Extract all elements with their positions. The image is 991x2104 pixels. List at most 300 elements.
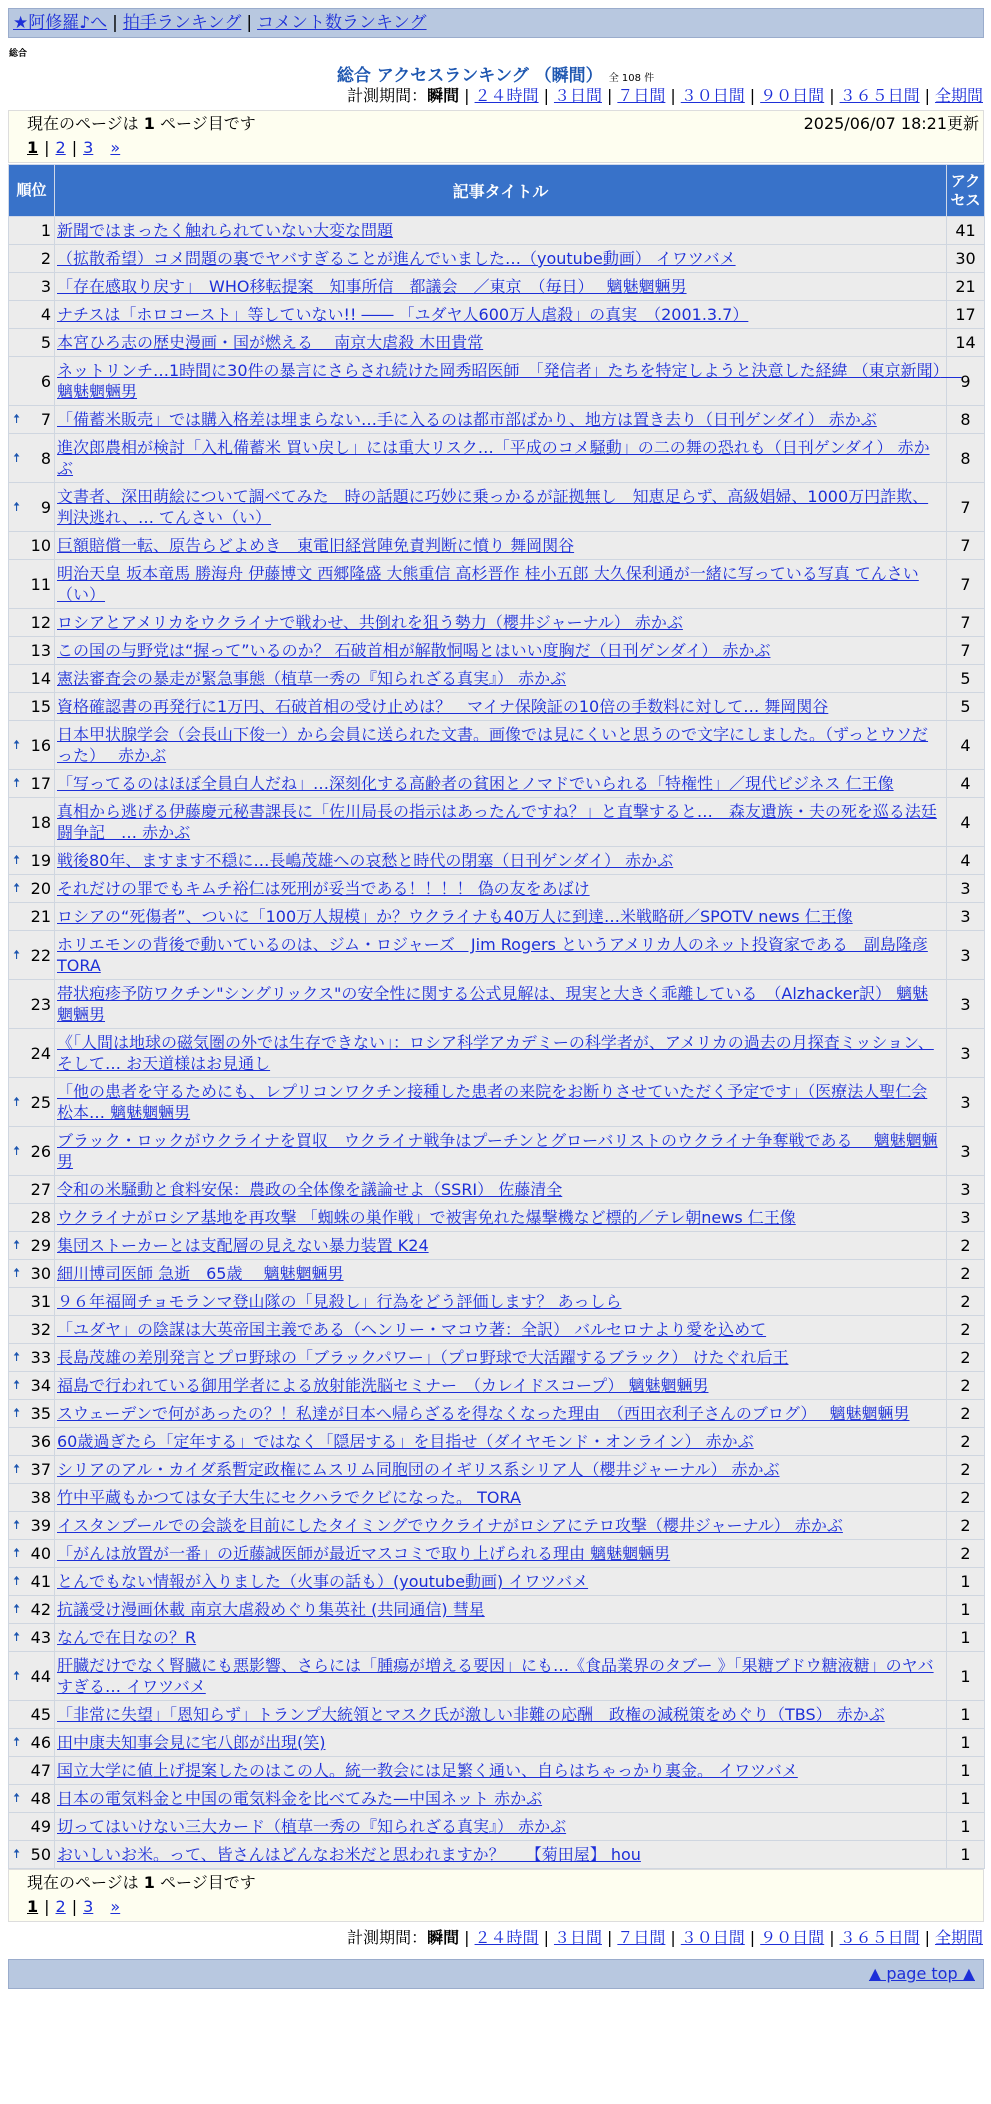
rank-number: 35 xyxy=(30,1404,51,1423)
table-row xyxy=(9,301,985,329)
footer-bar xyxy=(8,1959,984,1989)
title-cell xyxy=(55,1596,947,1624)
rank-up-arrow-icon: 🠅 xyxy=(13,1094,21,1110)
rank-number: 37 xyxy=(30,1460,51,1479)
access-count: 1 xyxy=(947,1729,985,1757)
article-title-link[interactable]: 本宮ひろ志の歴史漫画・国が燃える 南京大虐殺 木田貴常 xyxy=(57,333,484,352)
article-title-link[interactable]: 帯状疱疹予防ワクチン"シングリックス"の安全性に関する公式見解は、現実と大きく乖離している （Alzhacker訳） 魑魅魍魎男 xyxy=(57,984,929,1024)
rank-cell xyxy=(9,770,55,798)
rank-number: 50 xyxy=(30,1845,51,1864)
title-cell xyxy=(55,875,947,903)
access-count: 7 xyxy=(947,532,985,560)
article-title-link[interactable]: 「他の患者を守るためにも、レプリコンワクチン接種した患者の来院をお断りさせていただく予定です」（医療法人聖仁会松本… 魑魅魍魎男 xyxy=(57,1082,928,1122)
updated-date: 2025/06/07 18:21更新 xyxy=(803,114,979,133)
title-cell xyxy=(55,847,947,875)
rank-number: 12 xyxy=(30,613,51,632)
rank-number: 49 xyxy=(30,1817,51,1836)
table-row xyxy=(9,1428,985,1456)
access-count: 2 xyxy=(947,1316,985,1344)
rank-number: 17 xyxy=(30,774,51,793)
access-count: 1 xyxy=(947,1785,985,1813)
title-cell xyxy=(55,1288,947,1316)
rank-number: 10 xyxy=(30,536,51,555)
access-count: 3 xyxy=(947,980,985,1029)
rank-number: 30 xyxy=(30,1264,51,1283)
page-3-link[interactable]: 3 xyxy=(83,1897,94,1916)
rank-number: 33 xyxy=(30,1348,51,1367)
rank-number: 32 xyxy=(30,1320,51,1339)
table-row xyxy=(9,1372,985,1400)
period-current: 瞬間 xyxy=(427,1928,460,1947)
title-cell xyxy=(55,1456,947,1484)
rank-number: 44 xyxy=(30,1666,51,1686)
rank-up-arrow-icon: 🠅 xyxy=(13,1266,21,1281)
period-365d-link[interactable]: ３６５日間 xyxy=(839,1928,920,1947)
rank-number: 25 xyxy=(30,1092,51,1112)
rank-cell xyxy=(9,637,55,665)
rank-up-arrow-icon: 🠅 xyxy=(13,1546,21,1561)
rank-cell xyxy=(9,1232,55,1260)
table-row xyxy=(9,980,985,1029)
title-cell xyxy=(55,1372,947,1400)
page-title xyxy=(0,61,991,86)
rank-cell xyxy=(9,798,55,847)
access-count: 5 xyxy=(947,665,985,693)
article-title-link[interactable]: 日本甲状腺学会（会長山下俊一）から会員に送られた文書。画像では見にくいと思うので文字にしました。（ずっとウソだった） 赤かぶ xyxy=(57,725,929,765)
rank-up-arrow-icon: 🠅 xyxy=(13,881,21,896)
table-row xyxy=(9,1701,985,1729)
table-row xyxy=(9,1204,985,1232)
article-title-link[interactable]: ウクライナがロシア基地を再攻撃 「蜘蛛の巣作戦」で被害免れた爆撃機など標的／テレ朝news 仁王像 xyxy=(57,1208,796,1227)
rank-number: 4 xyxy=(40,305,51,324)
access-count: 30 xyxy=(947,245,985,273)
rank-number: 34 xyxy=(30,1376,51,1395)
rank-cell xyxy=(9,1757,55,1785)
period-selector-top: 計測期間：瞬間 | ２４時間 | ３日間 | ７日間 | ３０日間 | ９０日間 | ３６５日間 | 全期間 xyxy=(347,86,983,105)
article-title-link[interactable]: 国立大学に値上げ提案したのはこの人。統一教会には足繁く通い、自らはちゃっかり裏金。 イワツバメ xyxy=(57,1761,798,1780)
page-2-link[interactable]: 2 xyxy=(55,1897,66,1916)
ranking-table xyxy=(8,164,985,1869)
title-cell xyxy=(55,903,947,931)
access-count: 3 xyxy=(947,1029,985,1078)
article-title-link[interactable]: 巨額賠償一転、原告らどよめき 東電旧経営陣免責判断に憤り 舞岡関谷 xyxy=(57,536,575,555)
period-7d-link[interactable]: ７日間 xyxy=(617,1928,666,1947)
article-title-link[interactable]: 明治天皇 坂本竜馬 勝海舟 伊藤博文 西郷隆盛 大熊重信 高杉晋作 桂小五郎 大久保利通が一緒に写っている写真 てんさい（い） xyxy=(57,564,919,604)
article-title-link[interactable]: 文書者、深田萌絵について調べてみた 時の話題に巧妙に乗っかるが証拠無し 知恵足らず、高級娼婦、1000万円詐欺、判決逃れ、… てんさい（い） xyxy=(57,487,929,527)
rank-cell xyxy=(9,1029,55,1078)
rank-cell xyxy=(9,245,55,273)
rank-cell xyxy=(9,1652,55,1701)
table-row xyxy=(9,609,985,637)
rank-number: 24 xyxy=(30,1043,51,1063)
rank-cell xyxy=(9,1344,55,1372)
access-count: 3 xyxy=(947,903,985,931)
rank-cell xyxy=(9,1596,55,1624)
article-title-link[interactable]: おいしいお米。って、皆さんはどんなお米だと思われますか？ 【菊田屋】 hou xyxy=(57,1845,641,1864)
article-title-link[interactable]: 田中康夫知事会見に宅八郎が出現(笑) xyxy=(57,1733,326,1752)
rank-cell xyxy=(9,1729,55,1757)
rank-number: 23 xyxy=(30,994,51,1014)
pagination-top xyxy=(8,110,984,163)
period-90d-link[interactable]: ９０日間 xyxy=(760,1928,825,1947)
access-count: 4 xyxy=(947,847,985,875)
title-cell xyxy=(55,770,947,798)
page-1-link[interactable]: 1 xyxy=(27,1897,39,1916)
page-top-link[interactable]: ▲ page top ▲ xyxy=(868,1964,975,1983)
period-all-link[interactable]: 全期間 xyxy=(934,86,983,105)
rank-number: 7 xyxy=(40,410,51,429)
rank-cell xyxy=(9,1260,55,1288)
title-cell xyxy=(55,1344,947,1372)
access-count: 2 xyxy=(947,1400,985,1428)
top-nav xyxy=(8,8,984,38)
table-row xyxy=(9,483,985,532)
access-count: 2 xyxy=(947,1428,985,1456)
rank-number: 6 xyxy=(40,371,51,391)
rank-number: 41 xyxy=(30,1572,51,1591)
title-cell xyxy=(55,721,947,770)
nav-applause-ranking-link[interactable]: 拍手ランキング xyxy=(122,13,242,33)
period-90d-link[interactable]: ９０日間 xyxy=(760,86,825,105)
title-cell xyxy=(55,1701,947,1729)
rank-up-arrow-icon: 🠅 xyxy=(13,450,21,466)
title-cell xyxy=(55,1512,947,1540)
access-count: 2 xyxy=(947,1344,985,1372)
table-row xyxy=(9,434,985,483)
rank-number: 9 xyxy=(40,497,51,517)
title-cell xyxy=(55,1176,947,1204)
article-title-link[interactable]: とんでもない情報が入りました（火事の話も）(youtube動画) イワツバメ xyxy=(57,1572,589,1591)
rank-up-arrow-icon: 🠅 xyxy=(13,853,21,868)
article-title-link[interactable]: ロシアの“死傷者”、ついに「100万人規模」か？ウクライナも40万人に到達…米戦略研／SPOTV news 仁王像 xyxy=(57,907,853,926)
period-30d-link[interactable]: ３０日間 xyxy=(680,1928,745,1947)
nav-comment-ranking-link[interactable]: コメント数ランキング xyxy=(257,13,427,33)
rank-number: 5 xyxy=(40,333,51,352)
rank-number: 36 xyxy=(30,1432,51,1451)
rank-number: 11 xyxy=(30,574,51,594)
table-row xyxy=(9,665,985,693)
table-row xyxy=(9,406,985,434)
rank-cell xyxy=(9,665,55,693)
access-count: 1 xyxy=(947,1813,985,1841)
period-30d-link[interactable]: ３０日間 xyxy=(680,86,745,105)
nav-asyura-link[interactable]: ★阿修羅♪へ xyxy=(13,13,108,33)
title-cell xyxy=(55,637,947,665)
access-count: 2 xyxy=(947,1540,985,1568)
period-label: 計測期間： xyxy=(347,86,428,105)
period-365d-link[interactable]: ３６５日間 xyxy=(839,86,920,105)
title-cell xyxy=(55,1785,947,1813)
page-2-link[interactable]: 2 xyxy=(55,138,66,157)
title-cell xyxy=(55,560,947,609)
table-row xyxy=(9,1232,985,1260)
next-page-link[interactable]: » xyxy=(110,1897,121,1916)
col-rank-header: 順位 xyxy=(9,165,55,217)
title-cell xyxy=(55,1624,947,1652)
title-cell xyxy=(55,1127,947,1176)
rank-cell xyxy=(9,1127,55,1176)
page-links: 1 | 2 | 3 » xyxy=(27,138,121,157)
article-title-link[interactable]: 福島で行われている御用学者による放射能洗脳セミナー （カレイドスコープ） 魑魅魍魎男 xyxy=(57,1376,709,1395)
rank-up-arrow-icon: 🠅 xyxy=(13,1238,21,1253)
table-row xyxy=(9,903,985,931)
rank-cell xyxy=(9,931,55,980)
rank-up-arrow-icon: 🠅 xyxy=(13,1668,21,1684)
period-24h-link[interactable]: ２４時間 xyxy=(474,86,539,105)
rank-number: 15 xyxy=(30,697,51,716)
rank-number: 29 xyxy=(30,1236,51,1255)
rank-number: 16 xyxy=(30,735,51,755)
article-title-link[interactable]: 「存在感取り戻す」 WHO移転提案 知事所信 都議会 ／東京 （毎日） 魑魅魍魎男 xyxy=(57,277,687,296)
rank-up-arrow-icon: 🠅 xyxy=(13,1574,21,1589)
period-7d-link[interactable]: ７日間 xyxy=(617,86,666,105)
article-title-link[interactable]: 「写ってるのはほぼ全員白人だね」…深刻化する高齢者の貧困とノマドでいられる「特権性」／現代ビジネス 仁王像 xyxy=(57,774,894,793)
article-title-link[interactable]: イスタンブールでの会談を目前にしたタイミングでウクライナがロシアにテロ攻撃（櫻井ジャーナル） 赤かぶ xyxy=(57,1516,843,1535)
title-cell xyxy=(55,1078,947,1127)
category-label: 総合 xyxy=(9,49,28,59)
table-row xyxy=(9,1456,985,1484)
title-cell xyxy=(55,609,947,637)
next-page-link[interactable]: » xyxy=(110,138,121,157)
article-title-link[interactable]: 進次郎農相が検討「入札備蓄米 買い戻し」には重大リスク…「平成のコメ騒動」の二の舞の恐れも（日刊ゲンダイ） 赤かぶ xyxy=(57,438,930,478)
table-row xyxy=(9,1344,985,1372)
article-title-link[interactable]: 新聞ではまったく触れられていない大変な問題 xyxy=(57,221,394,240)
table-row xyxy=(9,798,985,847)
article-title-link[interactable]: 資格確認書の再発行に1万円、石破首相の受け止めは？ マイナ保険証の10倍の手数料に対して… 舞岡関谷 xyxy=(57,697,829,716)
article-title-link[interactable]: 戦後80年、ますます不穏に…長嶋茂雄への哀愁と時代の閉塞（日刊ゲンダイ） 赤かぶ xyxy=(57,851,674,870)
article-title-link[interactable]: 抗議受け漫画休載 南京大虐殺めぐり集英社 (共同通信) 彗星 xyxy=(57,1600,485,1619)
rank-cell xyxy=(9,903,55,931)
table-row xyxy=(9,217,985,245)
rank-cell xyxy=(9,1288,55,1316)
rank-number: 46 xyxy=(30,1733,51,1752)
rank-number: 28 xyxy=(30,1208,51,1227)
title-cell xyxy=(55,1757,947,1785)
rank-up-arrow-icon: 🠅 xyxy=(13,1847,21,1862)
article-title-link[interactable]: 竹中平蔵もかつては女子大生にセクハラでクビになった。 TORA xyxy=(57,1488,521,1507)
table-row xyxy=(9,1512,985,1540)
table-row xyxy=(9,931,985,980)
access-count: 2 xyxy=(947,1512,985,1540)
table-row xyxy=(9,1540,985,1568)
title-cell xyxy=(55,931,947,980)
rank-cell xyxy=(9,434,55,483)
article-title-link[interactable]: 60歳過ぎたら「定年する」ではなく「隠居する」を目指せ（ダイヤモンド・オンライン） 赤かぶ xyxy=(57,1432,754,1451)
title-cell xyxy=(55,693,947,721)
title-cell xyxy=(55,406,947,434)
access-count: 3 xyxy=(947,1127,985,1176)
rank-cell xyxy=(9,532,55,560)
article-title-link[interactable]: ロシアとアメリカをウクライナで戦わせ、共倒れを狙う勢力（櫻井ジャーナル） 赤かぶ xyxy=(57,613,683,632)
article-title-link[interactable]: 「ユダヤ」の陰謀は大英帝国主義である（ヘンリー・マコウ著：全訳） バルセロナより愛を込めて xyxy=(57,1320,767,1339)
title-cell xyxy=(55,483,947,532)
title-cell xyxy=(55,1652,947,1701)
article-title-link[interactable]: 「がんは放置が一番」の近藤誠医師が最近マスコミで取り上げられる理由 魑魅魍魎男 xyxy=(57,1544,671,1563)
rank-cell xyxy=(9,1701,55,1729)
rank-up-arrow-icon: 🠅 xyxy=(13,1518,21,1533)
rank-cell xyxy=(9,1316,55,1344)
article-title-link[interactable]: 真相から逃げる伊藤慶元秘書課長に「佐川局長の指示はあったんですね？」と直撃すると… 森友遺族・夫の死を巡る法廷闘争記 … 赤かぶ xyxy=(57,802,937,842)
access-count: 1 xyxy=(947,1757,985,1785)
rank-cell xyxy=(9,1456,55,1484)
table-row xyxy=(9,693,985,721)
ranking-body xyxy=(9,217,985,1869)
access-count: 1 xyxy=(947,1568,985,1596)
access-count: 1 xyxy=(947,1652,985,1701)
article-title-link[interactable]: ホリエモンの背後で動いているのは、ジム・ロジャーズ Jim Rogers というアメリカ人のネット投資家である 副島隆彦 TORA xyxy=(57,935,928,975)
article-title-link[interactable]: ９６年福岡チョモランマ登山隊の「見殺し」行為をどう評価します？ あっしら xyxy=(57,1292,622,1311)
title-cell xyxy=(55,1428,947,1456)
article-title-link[interactable]: この国の与野党は“握って”いるのか？ 石破首相が解散恫喝とはいい度胸だ（日刊ゲンダイ） 赤かぶ xyxy=(57,641,771,660)
article-title-link[interactable]: 令和の米騒動と食料安保：農政の全体像を議論せよ（SSRI） 佐藤清全 xyxy=(57,1180,563,1199)
rank-number: 43 xyxy=(30,1628,51,1647)
table-row xyxy=(9,1757,985,1785)
title-cell xyxy=(55,1484,947,1512)
access-count: 2 xyxy=(947,1484,985,1512)
title-cell xyxy=(55,1729,947,1757)
title-cell xyxy=(55,1841,947,1869)
title-cell xyxy=(55,1204,947,1232)
table-row xyxy=(9,1813,985,1841)
access-count: 41 xyxy=(947,217,985,245)
rank-number: 2 xyxy=(40,249,51,268)
article-title-link[interactable]: 集団ストーカーとは支配層の見えない暴力装置 K24 xyxy=(57,1236,429,1255)
rank-cell xyxy=(9,1176,55,1204)
period-3d-link[interactable]: ３日間 xyxy=(553,86,602,105)
access-count: 2 xyxy=(947,1260,985,1288)
access-count: 14 xyxy=(947,329,985,357)
title-cell xyxy=(55,1400,947,1428)
rank-cell xyxy=(9,329,55,357)
article-title-link[interactable]: 切ってはいけない三大カード（植草一秀の『知られざる真実』） 赤かぶ xyxy=(57,1817,567,1836)
access-count: 3 xyxy=(947,1176,985,1204)
rank-number: 13 xyxy=(30,641,51,660)
access-count: 1 xyxy=(947,1596,985,1624)
rank-number: 42 xyxy=(30,1600,51,1619)
access-count: 3 xyxy=(947,1078,985,1127)
rank-number: 27 xyxy=(30,1180,51,1199)
article-title-link[interactable]: 長島茂雄の差別発言とプロ野球の「ブラックパワー」（プロ野球で大活躍するブラック） けたぐれ后王 xyxy=(57,1348,789,1367)
rank-cell xyxy=(9,875,55,903)
article-title-link[interactable]: 「備蓄米販売」では購入格差は埋まらない…手に入るのは都市部ばかり、地方は置き去り（日刊ゲンダイ） 赤かぶ xyxy=(57,410,877,429)
title-cell xyxy=(55,329,947,357)
period-24h-link[interactable]: ２４時間 xyxy=(474,1928,539,1947)
title-cell xyxy=(55,245,947,273)
rank-number: 45 xyxy=(30,1705,51,1724)
rank-cell xyxy=(9,609,55,637)
rank-cell xyxy=(9,1484,55,1512)
rank-number: 20 xyxy=(30,879,51,898)
table-row xyxy=(9,273,985,301)
page-1-link[interactable]: 1 xyxy=(27,138,39,157)
access-count: 4 xyxy=(947,770,985,798)
article-title-link[interactable]: シリアのアル・カイダ系暫定政権にムスリム同胞団のイギリス系シリア人（櫻井ジャーナル） 赤かぶ xyxy=(57,1460,780,1479)
article-title-link[interactable]: 肝臓だけでなく腎臓にも悪影響、さらには「腫瘍が増える要因」にも…《食品業界のタブー 》「果糖ブドウ糖液糖」のヤバすぎる… イワツバメ xyxy=(57,1656,934,1696)
table-row xyxy=(9,1841,985,1869)
period-3d-link[interactable]: ３日間 xyxy=(553,1928,602,1947)
rank-cell xyxy=(9,1078,55,1127)
rank-cell xyxy=(9,483,55,532)
table-row xyxy=(9,1624,985,1652)
table-row xyxy=(9,1316,985,1344)
table-row xyxy=(9,1176,985,1204)
rank-up-arrow-icon: 🠅 xyxy=(13,1791,21,1806)
access-count: 2 xyxy=(947,1372,985,1400)
title-cell xyxy=(55,434,947,483)
period-current: 瞬間 xyxy=(427,86,460,105)
total-count: 全 108 件 xyxy=(608,73,655,84)
rank-cell xyxy=(9,1400,55,1428)
period-selector-bottom: 計測期間：瞬間 | ２４時間 | ３日間 | ７日間 | ３０日間 | ９０日間 | ３６５日間 | 全期間 xyxy=(347,1928,983,1947)
rank-cell xyxy=(9,847,55,875)
title-cell xyxy=(55,1813,947,1841)
rank-number: 18 xyxy=(30,812,51,832)
table-row xyxy=(9,770,985,798)
article-title-link[interactable]: 憲法審査会の暴走が緊急事態（植草一秀の『知られざる真実』） 赤かぶ xyxy=(57,669,567,688)
article-title-link[interactable]: ナチスは「ホロコースト」等していない!! ―― 「ユダヤ人600万人虐殺」の真実 （2001.3.7） xyxy=(57,305,749,324)
rank-up-arrow-icon: 🠅 xyxy=(13,412,21,427)
article-title-link[interactable]: なんで在日なの？R xyxy=(57,1628,197,1647)
table-row xyxy=(9,357,985,406)
table-row xyxy=(9,560,985,609)
rank-up-arrow-icon: 🠅 xyxy=(13,947,21,963)
table-row xyxy=(9,1729,985,1757)
access-count: 21 xyxy=(947,273,985,301)
access-count: 7 xyxy=(947,560,985,609)
article-title-link[interactable]: 日本の電気料金と中国の電気料金を比べてみた—中国ネット 赤かぶ xyxy=(57,1789,543,1808)
access-count: 9 xyxy=(947,357,985,406)
access-count: 2 xyxy=(947,1288,985,1316)
table-row xyxy=(9,1078,985,1127)
table-row xyxy=(9,1596,985,1624)
article-title-link[interactable]: それだけの罪でもキムチ裕仁は死刑が妥当である！！！！ 偽の友をあばけ xyxy=(57,879,590,898)
rank-cell xyxy=(9,1568,55,1596)
access-count: 8 xyxy=(947,406,985,434)
rank-number: 1 xyxy=(40,221,51,240)
article-title-link[interactable]: 《「人間は地球の磁気圏の外では生存できない」：ロシア科学アカデミーの科学者が、アメリカの過去の月探査ミッション、そして… お天道様はお見通し xyxy=(57,1033,934,1073)
rank-cell xyxy=(9,1512,55,1540)
access-count: 7 xyxy=(947,609,985,637)
page-3-link[interactable]: 3 xyxy=(83,138,94,157)
access-count: 8 xyxy=(947,434,985,483)
title-cell xyxy=(55,665,947,693)
table-row xyxy=(9,1785,985,1813)
table-row xyxy=(9,1288,985,1316)
table-row xyxy=(9,1484,985,1512)
article-title-link[interactable]: 「非常に失望」「恩知らず」トランプ大統領とマスク氏が激しい非難の応酬 政権の減税策をめぐり（TBS） 赤かぶ xyxy=(57,1705,885,1724)
table-row xyxy=(9,1400,985,1428)
article-title-link[interactable]: スウェーデンで何があったの？！私達が日本へ帰らざるを得なくなった理由 （西田衣利子さんのブログ） 魑魅魍魎男 xyxy=(57,1404,910,1423)
title-cell xyxy=(55,273,947,301)
rank-number: 22 xyxy=(30,945,51,965)
rank-cell xyxy=(9,1204,55,1232)
article-title-link[interactable]: 細川博司医師 急逝 65歳 魑魅魍魎男 xyxy=(57,1264,344,1283)
rank-number: 48 xyxy=(30,1789,51,1808)
rank-up-arrow-icon: 🠅 xyxy=(13,1462,21,1477)
title-cell xyxy=(55,1029,947,1078)
article-title-link[interactable]: ブラック・ロックがウクライナを買収 ウクライナ戦争はプーチンとグローバリストのウクライナ争奪戦である 魑魅魍魎男 xyxy=(57,1131,938,1171)
access-count: 3 xyxy=(947,931,985,980)
period-all-link[interactable]: 全期間 xyxy=(934,1928,983,1947)
table-row xyxy=(9,1652,985,1701)
article-title-link[interactable]: （拡散希望）コメ問題の裏でヤバすぎることが進んでいました…（youtube動画） イワツバメ xyxy=(57,249,736,268)
title-cell xyxy=(55,1540,947,1568)
nav-separator: | xyxy=(246,13,253,33)
article-title-link[interactable]: ネットリンチ…1時間に30件の暴言にさらされ続けた岡秀昭医師 「発信者」たちを特定しようと決意した経緯 （東京新聞） 魑魅魍魎男 xyxy=(57,361,962,401)
table-row xyxy=(9,245,985,273)
rank-cell xyxy=(9,693,55,721)
title-cell xyxy=(55,217,947,245)
